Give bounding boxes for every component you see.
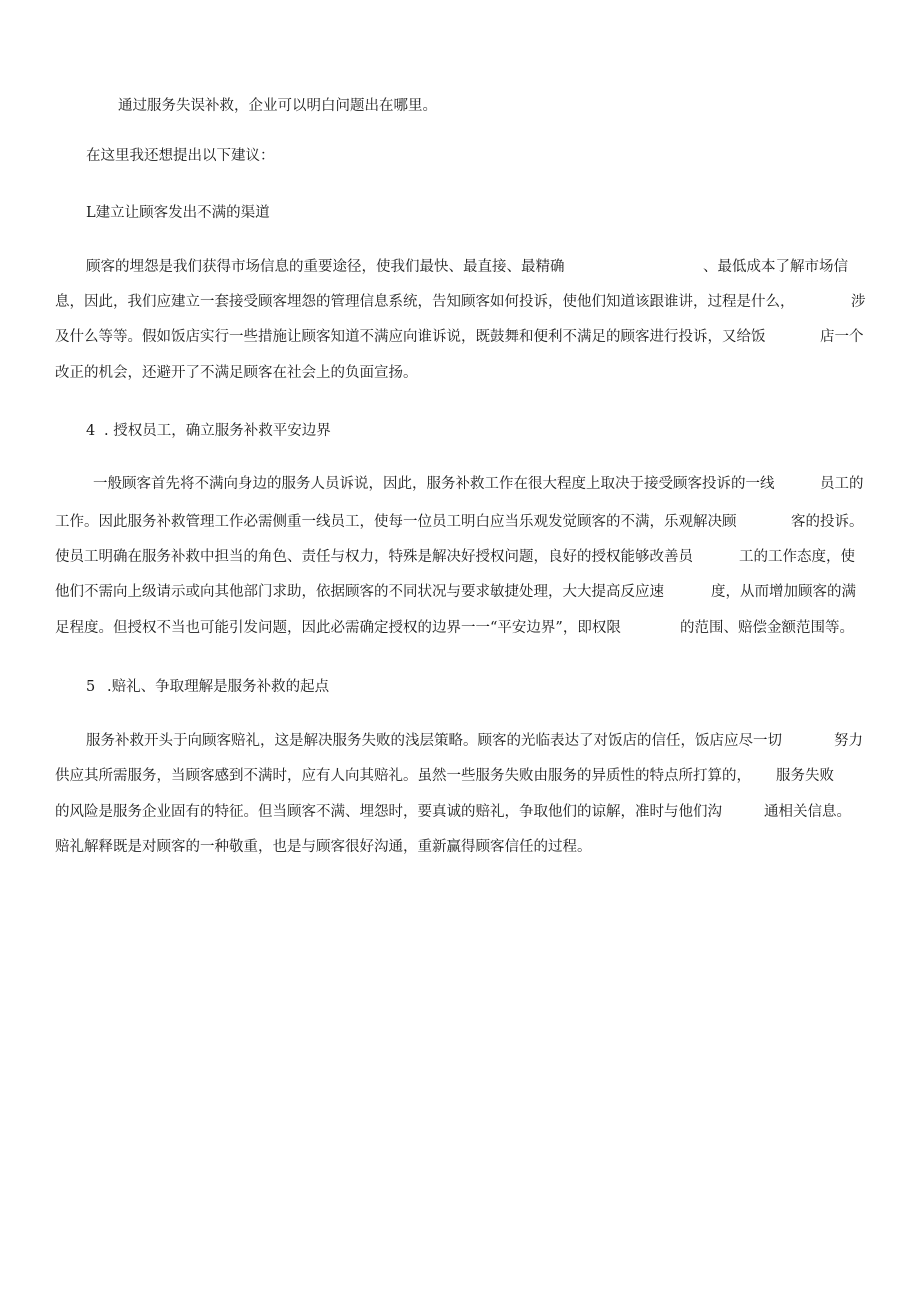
- paragraph-1-line-2a: 息，因此，我们应建立一套接受顾客埋怨的管理信息系统，告知顾客如何投诉，使他们知道该跟谁讲，过程是什么，: [55, 294, 795, 310]
- paragraph-1-line-1b: 、最低成本了解市场信: [703, 259, 848, 275]
- paragraph-5-line-3b: 通相关信息。: [764, 804, 851, 820]
- paragraph-1-line-1a: 顾客的埋怨是我们获得市场信息的重要途径，使我们最快、最直接、最精确: [86, 259, 565, 275]
- paragraph-4-line-1b: 员工的: [820, 476, 864, 492]
- paragraph-4-line-3a: 使员工明确在服务补救中担当的角色、责任与权力，特殊是解决好授权问题，良好的授权能够改善员: [55, 549, 693, 565]
- paragraph-4-line-2b: 客的投诉。: [791, 514, 864, 530]
- paragraph-4-line-4a: 他们不需向上级请示或向其他部门求助，依据顾客的不同状况与要求敏捷处理，大大提高反应速: [55, 584, 664, 600]
- paragraph-1-line-3a: 及什么等等。假如饭店实行一些措施让顾客知道不满应向谁诉说，既鼓舞和便利不满足的顾客进行投诉，又给饭: [55, 329, 766, 345]
- paragraph-5-line-2a: 供应其所需服务，当顾客感到不满时，应有人向其赔礼。虽然一些服务失败由服务的异质性的特点所打算的，: [55, 768, 751, 784]
- intro-line: 通过服务失误补救，企业可以明白问题出在哪里。: [118, 98, 437, 114]
- paragraph-4-line-3b: 工的工作态度，使: [739, 549, 855, 565]
- suggest-line: 在这里我还想提出以下建议：: [86, 148, 275, 164]
- section-4-number: 4: [86, 423, 96, 439]
- paragraph-4-line-1a: 一般顾客首先将不满向身边的服务人员诉说，因此，服务补救工作在很大程度上取决于接受顾客投诉的一线: [93, 476, 775, 492]
- paragraph-4-line-4b: 度，从而增加顾客的满: [711, 584, 856, 600]
- section-4-heading: . 授权员工，确立服务补救平安边界: [104, 423, 331, 439]
- paragraph-1-line-3b: 店一个: [820, 329, 864, 345]
- paragraph-5-line-1a: 服务补救开头于向顾客赔礼，这是解决服务失败的浅层策略。顾客的光临表达了对饭店的信任，饭店应尽一切: [86, 733, 782, 749]
- section-5-heading: .赔礼、争取理解是服务补救的起点: [107, 679, 330, 695]
- section-1-heading: L建立让顾客发出不满的渠道: [86, 205, 270, 221]
- paragraph-4-line-5b: 的范围、赔偿金额范围等。: [680, 620, 854, 636]
- paragraph-5-line-1b: 努力: [834, 733, 863, 749]
- paragraph-5-line-2b: 服务失败: [776, 768, 834, 784]
- section-5-number: 5: [86, 679, 96, 695]
- paragraph-5-line-3a: 的风险是服务企业固有的特征。但当顾客不满、埋怨时，要真诚的赔礼，争取他们的谅解，准时与他们沟: [55, 804, 722, 820]
- paragraph-4-line-5a: 足程度。但授权不当也可能引发问题，因此必需确定授权的边界一一“平安边界”，即权限: [55, 620, 621, 636]
- paragraph-5-line-4: 赔礼解释既是对顾客的一种敬重，也是与顾客很好沟通，重新赢得顾客信任的过程。: [55, 839, 592, 855]
- paragraph-1-line-4: 改正的机会，还避开了不满足顾客在社会上的负面宣扬。: [55, 365, 418, 381]
- paragraph-1-line-2b: 涉: [851, 294, 866, 310]
- paragraph-4-line-2a: 工作。因此服务补救管理工作必需侧重一线员工，使每一位员工明白应当乐观发觉顾客的不满，乐观解决顾: [55, 514, 737, 530]
